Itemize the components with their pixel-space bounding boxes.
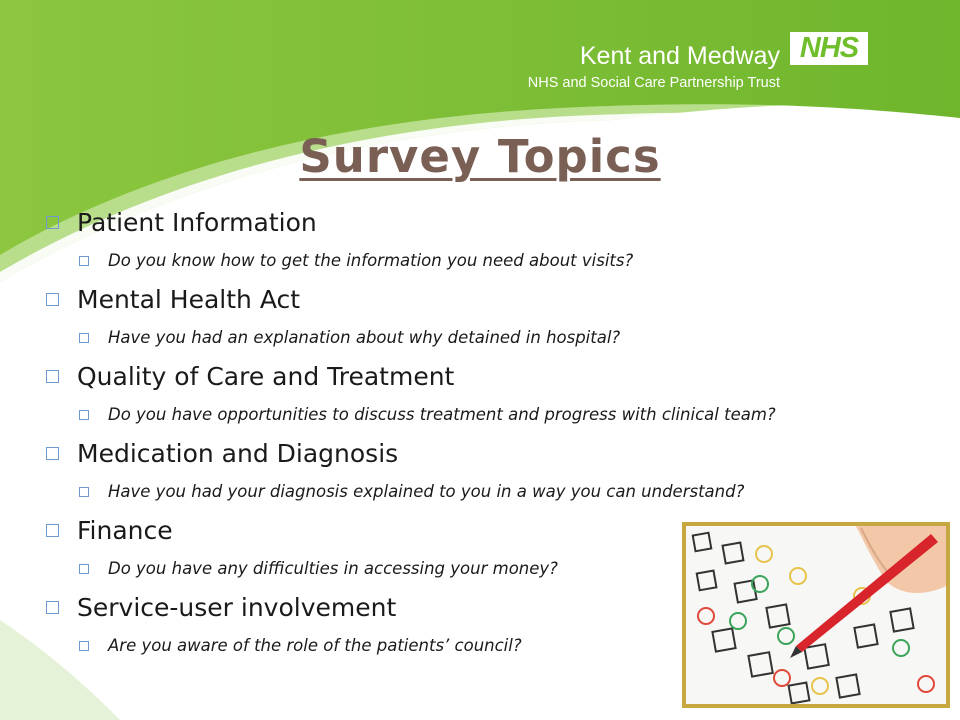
bullet-box-icon xyxy=(79,564,89,574)
bullet-box-icon xyxy=(79,410,89,420)
topic-question: Do you have any difficulties in accessing your money? xyxy=(108,559,558,578)
bullet-box-icon xyxy=(46,601,59,614)
bullet-box-icon xyxy=(46,524,59,537)
checklist-photo xyxy=(682,522,950,708)
topic-item xyxy=(46,203,946,280)
topic-label: Mental Health Act xyxy=(77,284,301,314)
org-name: Kent and Medway xyxy=(579,42,780,70)
bullet-box-icon xyxy=(46,370,59,383)
bullet-box-icon xyxy=(46,293,59,306)
bullet-box-icon xyxy=(46,447,59,460)
topic-label: Quality of Care and Treatment xyxy=(77,361,455,391)
bullet-box-icon xyxy=(46,216,59,229)
bullet-box-icon xyxy=(79,333,89,343)
bullet-box-icon xyxy=(79,256,89,266)
topic-question: Do you know how to get the information you need about visits? xyxy=(108,251,634,270)
topic-label: Finance xyxy=(77,515,173,545)
topic-item xyxy=(46,357,946,434)
page-title: Survey Topics xyxy=(299,130,661,183)
topic-item xyxy=(46,280,946,357)
topic-label: Service-user involvement xyxy=(77,592,397,622)
nhs-logo: NHS xyxy=(790,32,868,65)
org-branding xyxy=(505,42,780,94)
topic-label: Medication and Diagnosis xyxy=(77,438,399,468)
topic-item xyxy=(46,434,946,511)
topic-label: Patient Information xyxy=(77,207,317,237)
topic-question: Are you aware of the role of the patients’ council? xyxy=(108,636,522,655)
topic-question: Have you had an explanation about why detained in hospital? xyxy=(108,328,621,347)
checklist-smiley-faces-pen-photo-icon xyxy=(686,526,946,704)
bullet-box-icon xyxy=(79,487,89,497)
topic-question: Have you had your diagnosis explained to you in a way you can understand? xyxy=(108,482,745,501)
org-subtitle: NHS and Social Care Partnership Trust xyxy=(527,75,780,91)
topic-question: Do you have opportunities to discuss treatment and progress with clinical team? xyxy=(108,405,776,424)
bullet-box-icon xyxy=(79,641,89,651)
